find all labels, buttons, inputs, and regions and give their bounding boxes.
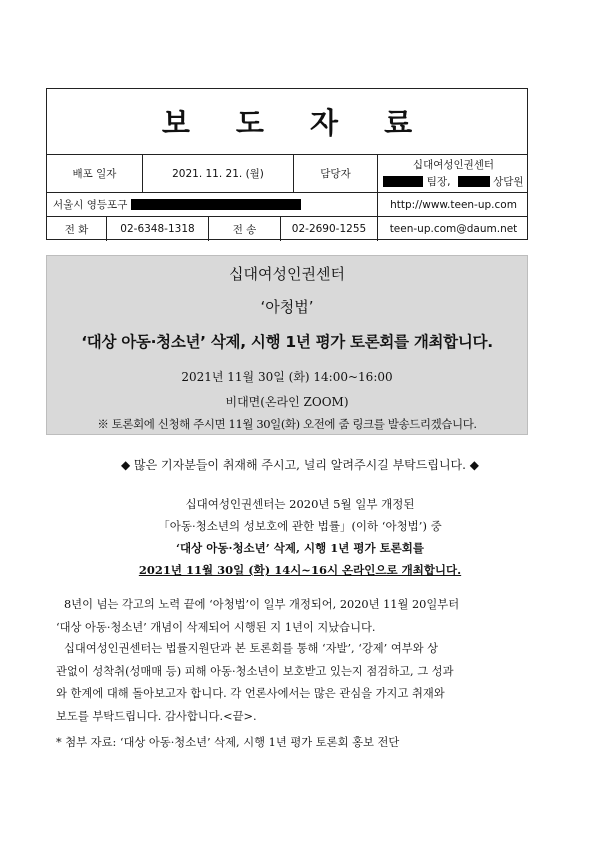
summary-box [46,255,528,435]
email: teen-up.com@daum.net [389,223,518,235]
contact-org: 십대여성인권센터 [412,158,495,171]
contact-names [383,174,523,191]
intro-line-2: 「아동·청소년의 성보호에 관한 법률」(이하 ‘아청법’) 중 [158,519,442,533]
intro-line-4: 2021년 11월 30일 (화) 14시~16시 온라인으로 개최합니다. [138,563,462,577]
intro-line-1: 십대여성인권센터는 2020년 5월 일부 개정된 [185,497,415,511]
summary-format: 비대면(온라인 ZOOM) [225,395,349,409]
document-title: 보 도 자 료 [47,89,527,155]
body-p2-line-3: 와 한계에 대해 돌아보고자 합니다. 각 언론사에서는 많은 관심을 가지고 취재와 [56,687,445,700]
summary-headline: ‘대상 아동·청소년’ 삭제, 시행 1년 평가 토론회를 개최합니다. [81,333,493,351]
address-prefix: 서울시 영등포구 [53,199,128,211]
header-row-address [47,193,527,217]
press-release-header [46,88,528,240]
address [47,193,378,216]
body-p2-line-4: 보도를 부탁드립니다. 감사합니다.<끝>. [56,709,257,723]
redacted-name-2 [458,176,490,187]
contact-role-1: 팀장, [426,175,451,188]
summary-law: ‘아청법’ [260,298,314,316]
redacted-address [131,199,301,210]
body-paragraph-2 [56,638,536,728]
body-paragraph-1 [56,594,536,639]
body-p1-line-1: 8년이 넘는 각고의 노력 끝에 ‘아청법’이 일부 개정되어, 2020년 11월 20일부터 [64,598,460,611]
body-p2-line-2: 관없이 성착취(성매매 등) 피해 아동·청소년이 보호받고 있는지 점검하고, 그 성과 [56,664,454,678]
contact-info [378,155,529,192]
phone-label: 전 화 [47,217,107,241]
date-value: 2021. 11. 21. (월) [143,155,294,192]
body-p2-line-1: 십대여성인권센터는 법률지원단과 본 토론회를 통해 ‘자발’, ‘강제’ 여부와 상 [64,642,439,655]
date-label: 배포 일자 [47,155,143,192]
body-p1-line-2: ‘대상 아동·청소년’ 개념이 삭제되어 시행된 지 1년이 지났습니다. [56,620,376,634]
phone-value: 02-6348-1318 [107,217,209,241]
contact-role-2: 상담원 [493,175,524,188]
attachment-note: * 첨부 자료: ‘대상 아동·청소년’ 삭제, 시행 1년 평가 토론회 홍보 전단 [56,736,400,749]
contact-label: 담당자 [294,155,378,192]
header-row-date [47,155,527,193]
summary-datetime: 2021년 11월 30일 (화) 14:00~16:00 [181,370,393,384]
website: http://www.teen-up.com [390,198,517,211]
coverage-request: ◆ 많은 기자분들이 취재해 주시고, 널리 알려주시길 부탁드립니다. ◆ [121,458,479,472]
fax-value: 02-2690-1255 [281,217,378,241]
intro-line-3: ‘대상 아동·청소년’ 삭제, 시행 1년 평가 토론회를 [176,541,424,555]
fax-label: 전 송 [209,217,281,241]
summary-notice: ※ 토론회에 신청해 주시면 11월 30일(화) 오전에 줌 링크를 발송드리겠습니다. [97,417,477,431]
header-row-phone [47,217,527,241]
redacted-name-1 [383,176,423,187]
summary-org: 십대여성인권센터 [229,265,345,283]
